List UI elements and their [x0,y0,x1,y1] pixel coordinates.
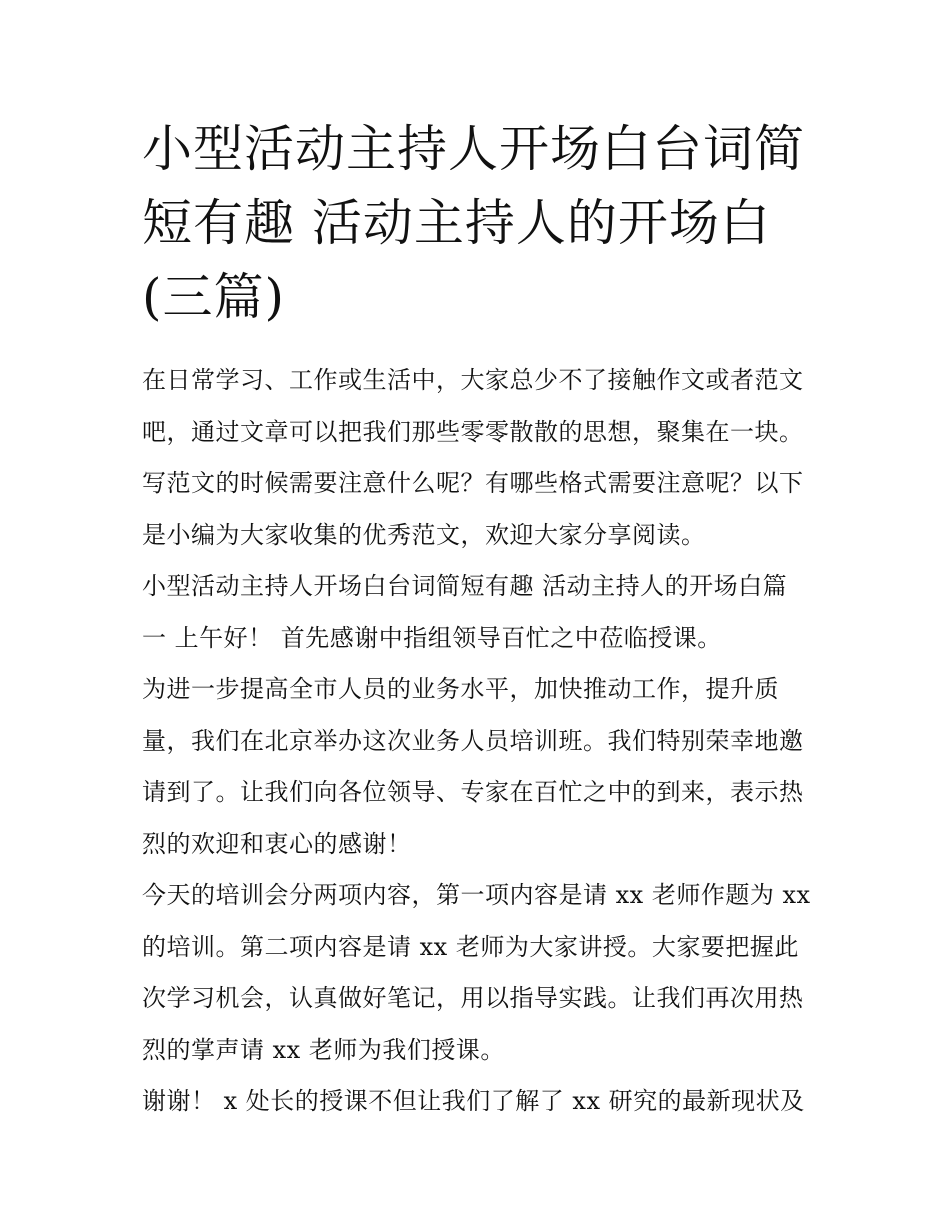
document-title [142,112,822,334]
title-line: (三篇) [142,268,286,326]
title-line: 短有趣 活动主持人的开场白 [142,194,771,252]
body-line: 烈的欢迎和衷心的感谢！ [142,829,412,858]
body-line: 小型活动主持人开场白台词简短有趣 活动主持人的开场白篇 [142,572,788,600]
body-line: 量，我们在北京举办这次业务人员培训班。我们特别荣幸地邀 [142,726,804,755]
body-line: 请到了。让我们向各位领导、专家在百忙之中的到来，表示热 [142,778,804,806]
body-line: 今天的培训会分两项内容，第一项内容是请 xx 老师作题为 xx [142,881,811,909]
body-line: 的培训。第二项内容是请 xx 老师为大家讲授。大家要把握此 [142,932,799,961]
body-line: 是小编为大家收集的优秀范文，欢迎大家分享阅读。 [142,520,706,549]
body-line: 烈的掌声请 xx 老师为我们授课。 [142,1035,505,1064]
body-line: 次学习机会，认真做好笔记，用以指导实践。让我们再次用热 [142,984,804,1012]
body-line: 谢谢！ x 处长的授课不但让我们了解了 xx 研究的最新现状及 [142,1087,805,1115]
document-body [142,355,822,1128]
body-line: 在日常学习、工作或生活中，大家总少不了接触作文或者范文 [142,366,804,394]
body-line: 写范文的时候需要注意什么呢？有哪些格式需要注意呢？以下 [142,469,804,497]
body-line: 一 上午好！ 首先感谢中指组领导百忙之中莅临授课。 [142,623,722,652]
body-line: 吧，通过文章可以把我们那些零零散散的思想，聚集在一块。 [142,417,804,446]
title-line: 小型活动主持人开场白台词简 [142,120,805,178]
body-line: 为进一步提高全市人员的业务水平，加快推动工作，提升质 [142,675,779,703]
